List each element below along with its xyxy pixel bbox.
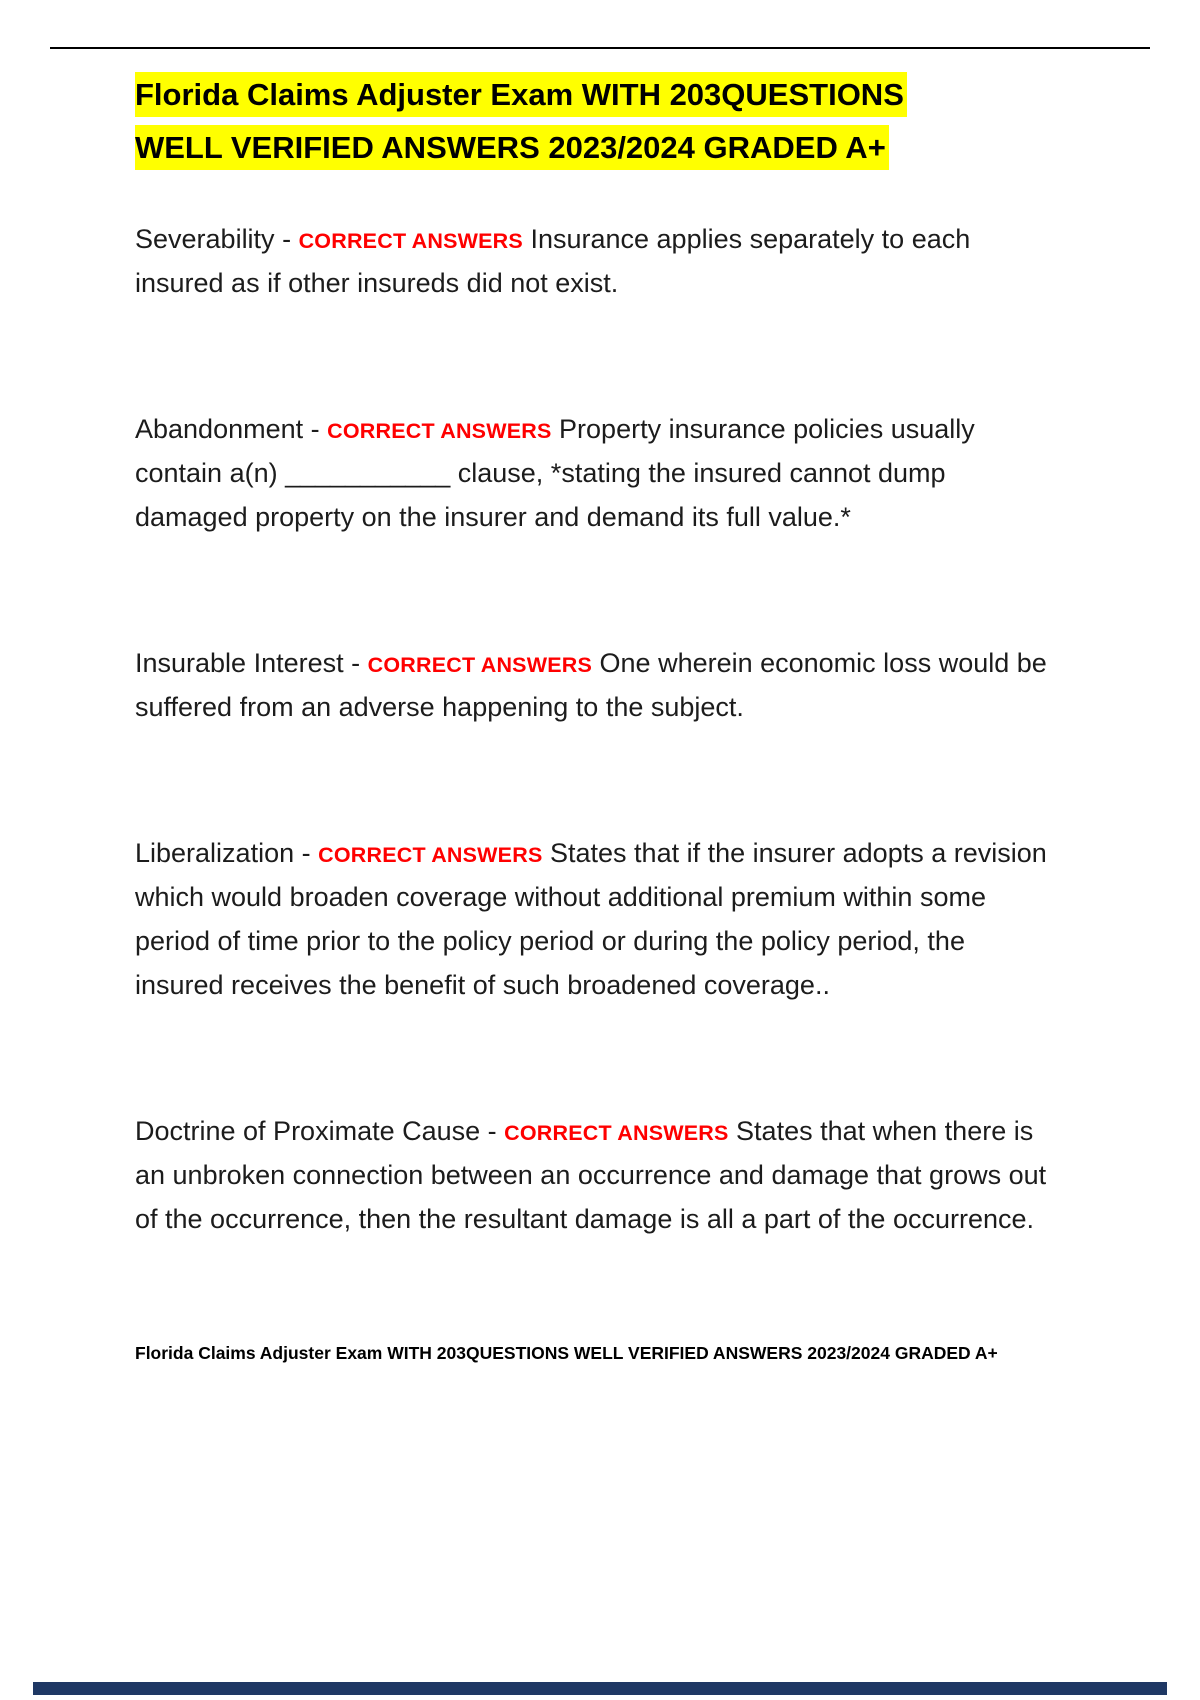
correct-answers-label: CORRECT ANSWERS <box>504 1120 729 1145</box>
qa-item <box>135 641 1050 729</box>
document-content <box>135 68 1050 1364</box>
correct-answers-label: CORRECT ANSWERS <box>367 652 593 677</box>
correct-answers-label: CORRECT ANSWERS <box>298 228 523 253</box>
title-line-1: Florida Claims Adjuster Exam WITH 203QUESTIONS <box>135 72 907 117</box>
qa-item <box>135 831 1050 1007</box>
correct-answers-label: CORRECT ANSWERS <box>318 842 543 867</box>
qa-answer: States that if the insurer adopts a revision which would broaden coverage without additional premium within some period of time prior to the policy period or during the policy period, the insured receives the benefit of such broadened coverage.. <box>135 837 1047 1000</box>
bottom-border-bar <box>33 1682 1167 1695</box>
qa-answer: Property insurance policies usually contain a(n) ___________ clause, *stating the insured cannot dump damaged property on the insurer and demand its full value.* <box>135 413 975 532</box>
qa-answer: States that when there is an unbroken connection between an occurrence and damage that grows out of the occurrence, then the resultant damage is all a part of the occurrence. <box>135 1115 1047 1234</box>
qa-term: Abandonment - <box>135 413 320 444</box>
qa-term: Doctrine of Proximate Cause - <box>135 1115 497 1146</box>
top-divider <box>50 47 1150 49</box>
qa-item <box>135 407 1050 539</box>
footer-title: Florida Claims Adjuster Exam WITH 203QUESTIONS WELL VERIFIED ANSWERS 2023/2024 GRADED A+ <box>135 1342 998 1363</box>
qa-answer: One wherein economic loss would be suffered from an adverse happening to the subject. <box>135 647 1047 722</box>
qa-item <box>135 1109 1050 1241</box>
qa-item <box>135 217 1050 305</box>
qa-term: Severability - <box>135 223 292 254</box>
document-title <box>135 68 1050 175</box>
qa-term: Liberalization - <box>135 837 311 868</box>
title-line-2: WELL VERIFIED ANSWERS 2023/2024 GRADED A+ <box>135 125 889 170</box>
correct-answers-label: CORRECT ANSWERS <box>327 418 552 443</box>
qa-term: Insurable Interest - <box>135 647 361 678</box>
qa-answer: Insurance applies separately to each insured as if other insureds did not exist. <box>135 223 971 298</box>
